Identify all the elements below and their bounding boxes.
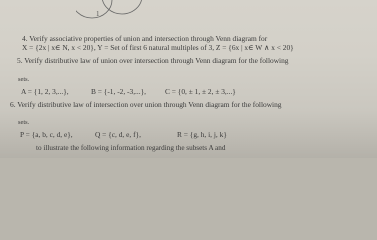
set-q: Q = {c, d, e, f}, [95, 130, 141, 139]
question-5-sets-label: sets. [18, 76, 30, 83]
set-r: R = {g, h, i, j, k} [177, 130, 227, 139]
question-5-line-1: 5. Verify distributive law of union over intersection through Venn diagram for the following [17, 56, 289, 65]
venn-diagram-fragment [76, 0, 142, 30]
venn-label-one: 1 [96, 10, 100, 18]
set-p: P = {a, b, c, d, e}, [20, 130, 73, 139]
question-6-line-1: 6. Verify distributive law of intersection over union through Venn diagram for the following [10, 100, 282, 109]
question-7-line-1: to illustrate the following information regarding the subsets A and [36, 144, 226, 152]
question-5-sets [21, 87, 236, 96]
question-4-sets: X = {2x | x∈ N, x < 20}, Y = Set of first 6 natural multiples of 3, Z = {6x | x∈ W ∧ x < 20} [22, 43, 294, 52]
set-b: B = {-1, -2, -3,...}, [91, 87, 146, 96]
set-c: C = {0, ± 1, ± 2, ± 3,...} [165, 87, 236, 96]
question-6-sets-label: sets. [18, 119, 30, 126]
question-6-sets [20, 130, 227, 139]
set-a: A = {1, 2, 3,...}, [21, 87, 69, 96]
question-4-line-1: 4. Verify associative properties of union and intersection through Venn diagram for [22, 34, 268, 43]
